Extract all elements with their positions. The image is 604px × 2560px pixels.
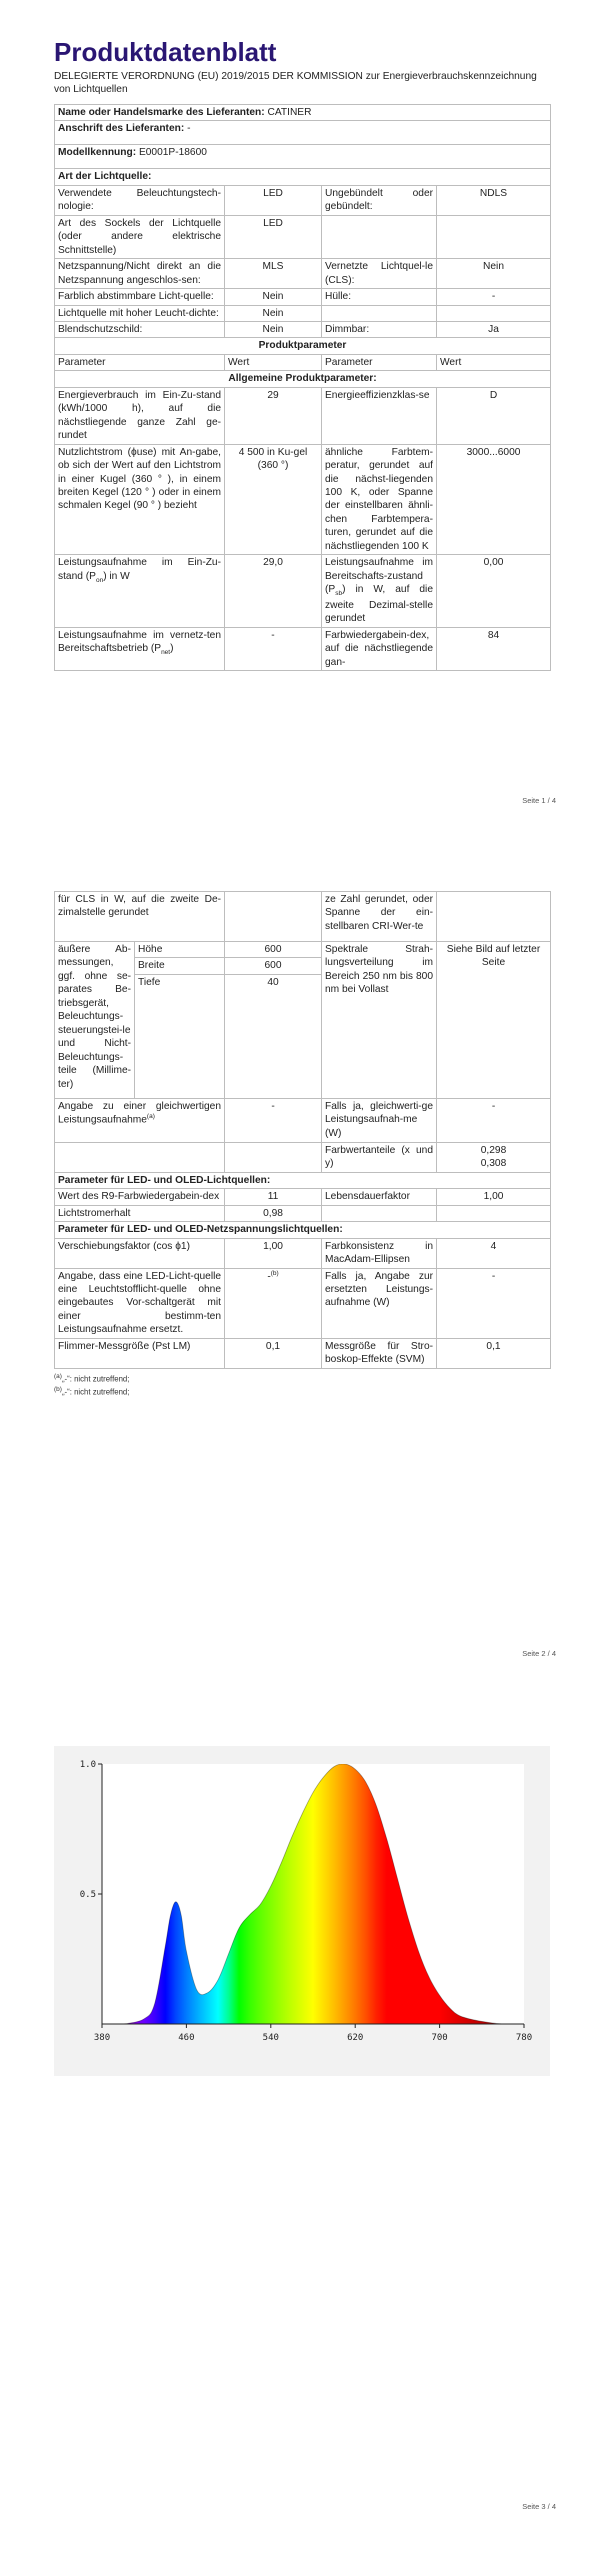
- model-value: E0001P-18600: [138, 147, 207, 159]
- general-heading-row: [55, 371, 551, 387]
- page-footer: Seite 2 / 4: [522, 1649, 556, 1658]
- table-row: Angabe, dass eine LED-Licht-quelle eine Leuchtstofflicht-quelle ohne eingebautes Vor-schaltgerät mit einer bestimm-ten Leistungsaufnahme ersetzt. -$^{(b)}$ Falls ja, Angabe zur ersetzten Leistungs-aufnahme (W) -: [55, 1268, 551, 1338]
- y-tick-label: 0.5: [79, 1890, 96, 1900]
- x-tick-label: 460: [178, 2033, 195, 2043]
- table-row: Nutzlichtstrom (ϕuse) mit An-gabe, ob sich der Wert auf den Lichtstrom in einer Kugel (360 ° ), in einem breiten Kegel (120 ° ) oder in einem schmalen Kegel (90 ° ) bezieht 4 500 in Ku-gel (360 °) ähnliche Farbtem-peratur, gerundet auf die nächst-liegenden 100 K, oder Spanne der einstellbaren ähnli-chen Farbtempera-turen, gerundet auf die nächstliegenden 100 K 3000...6000: [55, 444, 551, 555]
- footnote-a: $^{(a)}$„-“: nicht zutreffend;: [54, 1372, 130, 1384]
- product-sheet-table-2: [54, 891, 551, 1398]
- table-row: Wert des R9-Farbwiedergabein-dex 11 Lebensdauerfaktor 1,00: [55, 1189, 551, 1205]
- spectral-chart-svg: [54, 1746, 550, 2076]
- supplier-value: CATINER: [267, 107, 312, 118]
- regulation-subtitle: DELEGIERTE VERORDNUNG (EU) 2019/2015 DER KOMMISSION zur Energieverbrauchskennzeichnung von Lichtquellen: [54, 70, 537, 96]
- dimensions-row: äußere Ab-messungen, ggf. ohne se-parates Be-triebsgerät, Beleuchtungs-steuerungstei-le und Nicht-Beleuchtungs-teile (Millime-ter) Höhe 600 Spektrale Strah-lungsverteilung im Bereich 250 nm bis 800 nm bei Vollast Siehe Bild auf letzter Seite: [55, 942, 551, 958]
- model-label: Modellkennung:: [58, 147, 137, 159]
- document-header: [54, 38, 550, 97]
- footnotes: [54, 1372, 551, 1399]
- table-row: Verschiebungsfaktor (cos ϕ1) 1,00 Farbkonsistenz in MacAdam-Ellipsen 4: [55, 1238, 551, 1268]
- table-row: Leistungsaufnahme im vernetz-ten Bereitschaftsbetrieb $(P_{net})$ - Farbwiedergabein-dex, auf die nächstliegende gan- 84: [55, 627, 551, 670]
- table-row: Farblich abstimmbare Licht-quelle: Nein Hülle: -: [55, 289, 551, 305]
- page-footer: Seite 1 / 4: [522, 796, 556, 805]
- supplier-label: Name oder Handelsmarke des Lieferanten:: [58, 107, 265, 118]
- page-title: Produktdatenblatt: [54, 37, 277, 67]
- product-sheet-table-1: [54, 104, 551, 671]
- supplier-row: [55, 105, 551, 121]
- address-label: Anschrift des Lieferanten:: [58, 123, 185, 135]
- dimensions-label: äußere Ab-messungen, ggf. ohne se-parates Be-triebsgerät, Beleuchtungs-steuerungstei-le und Nicht-Beleuchtungs-teile (Millime-ter): [55, 942, 135, 1099]
- page-2: [0, 853, 604, 1706]
- x-tick-label: 780: [515, 2033, 533, 2043]
- x-tick-label: 620: [347, 2033, 364, 2043]
- general-parameters-heading: Allgemeine Produktparameter:: [55, 371, 551, 387]
- footnote-b: $^{(b)}$„-“: nicht zutreffend;: [54, 1385, 130, 1397]
- table-row: Angabe zu einer gleichwertigen Leistungsaufnahme$^{(a)}$ - Falls ja, gleichwerti-ge Leistungsaufnah-me (W) -: [55, 1098, 551, 1142]
- table-row: Verwendete Beleuchtungstech-nologie: LED Ungebündelt oder gebündelt: NDLS: [55, 185, 551, 215]
- table-row: Flimmer-Messgröße (Pst LM) 0,1 Messgröße für Stro-boskop-Effekte (SVM) 0,1: [55, 1338, 551, 1368]
- table-row: Lichtquelle mit hoher Leucht-dichte: Nein: [55, 305, 551, 321]
- spectral-label: Spektrale Strah-lungsverteilung im Bereich 250 nm bis 800 nm bei Vollast: [322, 942, 437, 1099]
- table-row: Netzspannung/Nicht direkt an die Netzspannung angeschlos-sen: MLS Vernetzte Lichtquel-le (CLS): Nein: [55, 259, 551, 289]
- dimensions-row: Breite 600: [55, 958, 551, 974]
- page-3: [0, 1706, 604, 2560]
- y-tick-label: 1.0: [79, 1760, 96, 1770]
- table-row: Leistungsaufnahme im Ein-Zu-stand $(P_{on})$ in W 29,0 Leistungsaufnahme im Bereitschafts-zustand $(P_{sb})$ in W, auf die zweite Dezimal-stelle gerundet 0,00: [55, 555, 551, 627]
- mains-parameters-heading: Parameter für LED- und OLED-Netzspannungslichtquellen:: [55, 1222, 551, 1238]
- column-header-row: Parameter Wert Parameter Wert: [55, 354, 551, 370]
- light-type-heading: Art der Lichtquelle:: [55, 169, 551, 185]
- led-parameters-heading: Parameter für LED- und OLED-Lichtquellen:: [55, 1172, 551, 1188]
- model-row: [55, 145, 551, 169]
- light-type-heading-row: [55, 169, 551, 185]
- x-tick-label: 380: [93, 2033, 111, 2043]
- mains-heading-row: [55, 1222, 551, 1238]
- table-row: Farbwertanteile (x und y) 0,298 0,308: [55, 1142, 551, 1172]
- table-row: Lichtstromerhalt 0,98: [55, 1205, 551, 1221]
- page-1: [0, 0, 604, 805]
- address-row: [55, 121, 551, 145]
- table-row: Blendschutzschild: Nein Dimmbar: Ja: [55, 321, 551, 337]
- spectral-distribution-chart: [54, 1746, 550, 2076]
- x-tick-label: 700: [431, 2033, 448, 2043]
- produktparameter-heading: Produktparameter: [55, 338, 551, 354]
- address-value: -: [187, 123, 191, 135]
- produktparameter-heading-row: [55, 338, 551, 354]
- led-heading-row: [55, 1172, 551, 1188]
- table-row: für CLS in W, auf die zweite De-zimalstelle gerundet ze Zahl gerundet, oder Spanne der ein-stellbaren CRI-Wer-te: [55, 892, 551, 942]
- table-row: Energieverbrauch im Ein-Zu-stand (kWh/1000 h), auf die nächstliegende ganze Zahl ge-rundet 29 Energieeffizienzklas-se D: [55, 387, 551, 444]
- page-footer: Seite 3 / 4: [522, 2502, 556, 2511]
- table-row: Art des Sockels der Lichtquelle (oder andere elektrische Schnittstelle) LED: [55, 215, 551, 258]
- dimensions-row: Tiefe 40: [55, 974, 551, 1098]
- spectral-value: Siehe Bild auf letzter Seite: [437, 942, 551, 1099]
- x-tick-label: 540: [262, 2033, 279, 2043]
